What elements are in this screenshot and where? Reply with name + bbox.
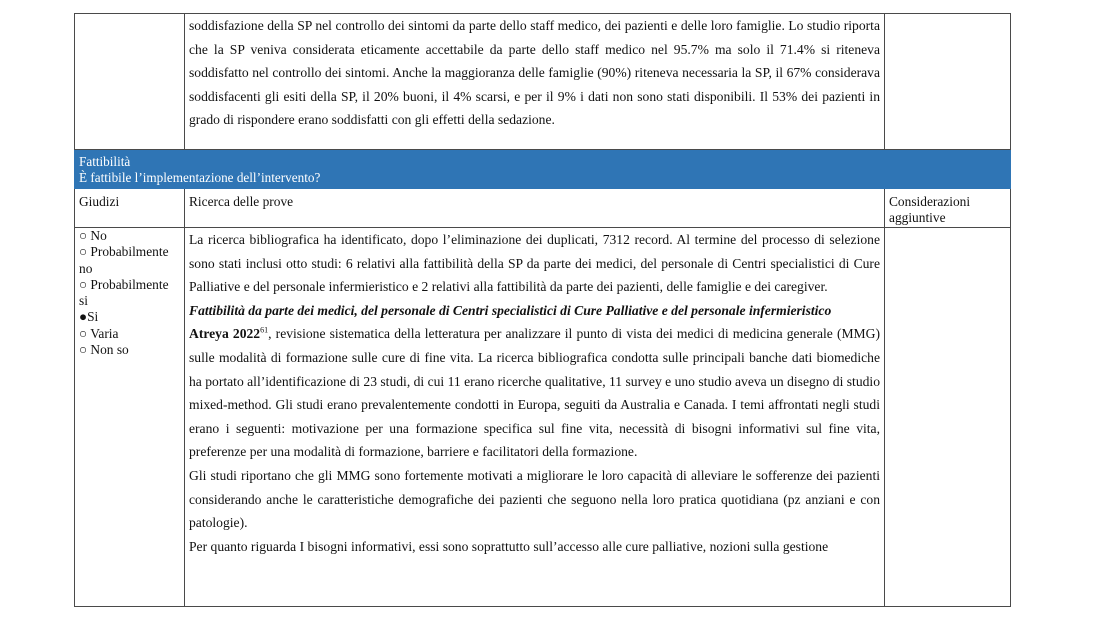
option-no: ○ No: [79, 228, 107, 243]
study-name: Atreya 2022: [189, 326, 261, 342]
header-evidence: Ricerca delle prove: [185, 189, 885, 228]
evidence-paragraph-needs: Per quanto riguarda I bisogni informativi, essi sono soprattutto sull’accesso alle cure palliative, nozioni sulla gestione: [189, 538, 829, 554]
evidence-paragraph-motivation: Gli studi riportano che gli MMG sono fortemente motivati a migliorare le loro capacità di alleviare le sofferenze dei pazienti considerando anche le caratteristiche demografiche dei pazienti che seguono nella loro pratica quotidiana (pz anziani e con patologie).: [189, 467, 880, 531]
intro-paragraph: soddisfazione della SP nel controllo dei sintomi da parte dello staff medico, dei pazienti e delle loro famiglie. Lo studio riporta che la SP veniva considerata eticamente accettabile da parte dello staff medico nel 95.7% ma solo il 71.4% si riteneva soddisfatto nel controllo dei sintomi. Anche la maggioranza delle famiglie (90%) riteneva necessaria la SP, il 67% considerava soddisfacenti gli esiti della SP, il 20% buoni, il 4% scarsi, e per il 9% i dati non sono stati disponibili. Il 53% dei pazienti in grado di rispondere erano soddisfatti con gli effetti della sedazione.: [189, 18, 880, 128]
option-yes-selected: ●Si: [79, 309, 99, 325]
evidence-subheading: Fattibilità da parte dei medici, del personale di Centri specialistici di Cure Palliative e del personale infermieristico: [189, 302, 832, 318]
evidence-paragraph-search: La ricerca bibliografica ha identificato, dopo l’eliminazione dei duplicati, 7312 record. Al termine del processo di selezione sono stati inclusi otto studi: 6 relativi alla fattibilità della SP da parte dei medici, del personale di Centri specialistici di Cure Palliative e del personale infermieristico e 2 relativi alla fattibilità da parte dei pazienti, delle famiglie e dei caregiver.: [189, 232, 880, 295]
considerations-cell: [885, 228, 1011, 607]
evidence-table: [74, 13, 1011, 607]
header-considerations: Considerazioni aggiuntive: [885, 189, 1011, 228]
study-description: , revisione sistematica della letteratura per analizzare il punto di vista dei medici di medicina generale (MMG) sulle modalità di formazione sulle cure di fine vita. La ricerca bibliografica condotta sulle principali banche dati biomediche ha portato all’identificazione di 23 studi, di cui 11 erano ricerche qualitative, 11 survey e uno studio aveva un disegno di studio mixed-method. Gli studi erano prevalentemente condotti in Europa, seguiti da Australia e Canada. I temi affrontati negli studi erano i seguenti: motivazione per una formazione specifica sul fine vita, necessità di bisogni informativi sul fine vita, preferenze per una modalità di formazione, barriere e facilitatori della formazione.: [189, 326, 880, 460]
evidence-paragraph-atreya: [189, 322, 880, 464]
table-row: [75, 14, 1011, 150]
intro-text-cell: [185, 14, 885, 150]
section-title: Fattibilità: [79, 154, 131, 169]
judgement-cell-empty: [75, 14, 185, 150]
option-probably-no: ○ Probabilmente no: [79, 244, 169, 276]
judgement-options: [75, 228, 185, 607]
option-probably-yes: ○ Probabilmente si: [79, 276, 169, 309]
evidence-cell: [185, 228, 885, 607]
study-reference: 61: [260, 325, 269, 335]
header-judgements: Giudizi: [75, 189, 185, 228]
table-row: [75, 228, 1011, 607]
section-band: [75, 150, 1011, 189]
considerations-cell-empty: [885, 14, 1011, 150]
option-dont-know: ○ Non so: [79, 342, 129, 358]
section-header: [75, 150, 1011, 189]
option-varies: ○ Varia: [79, 325, 119, 341]
section-question: È fattibile l’implementazione dell’intervento?: [79, 169, 321, 185]
column-header-row: [75, 189, 1011, 228]
